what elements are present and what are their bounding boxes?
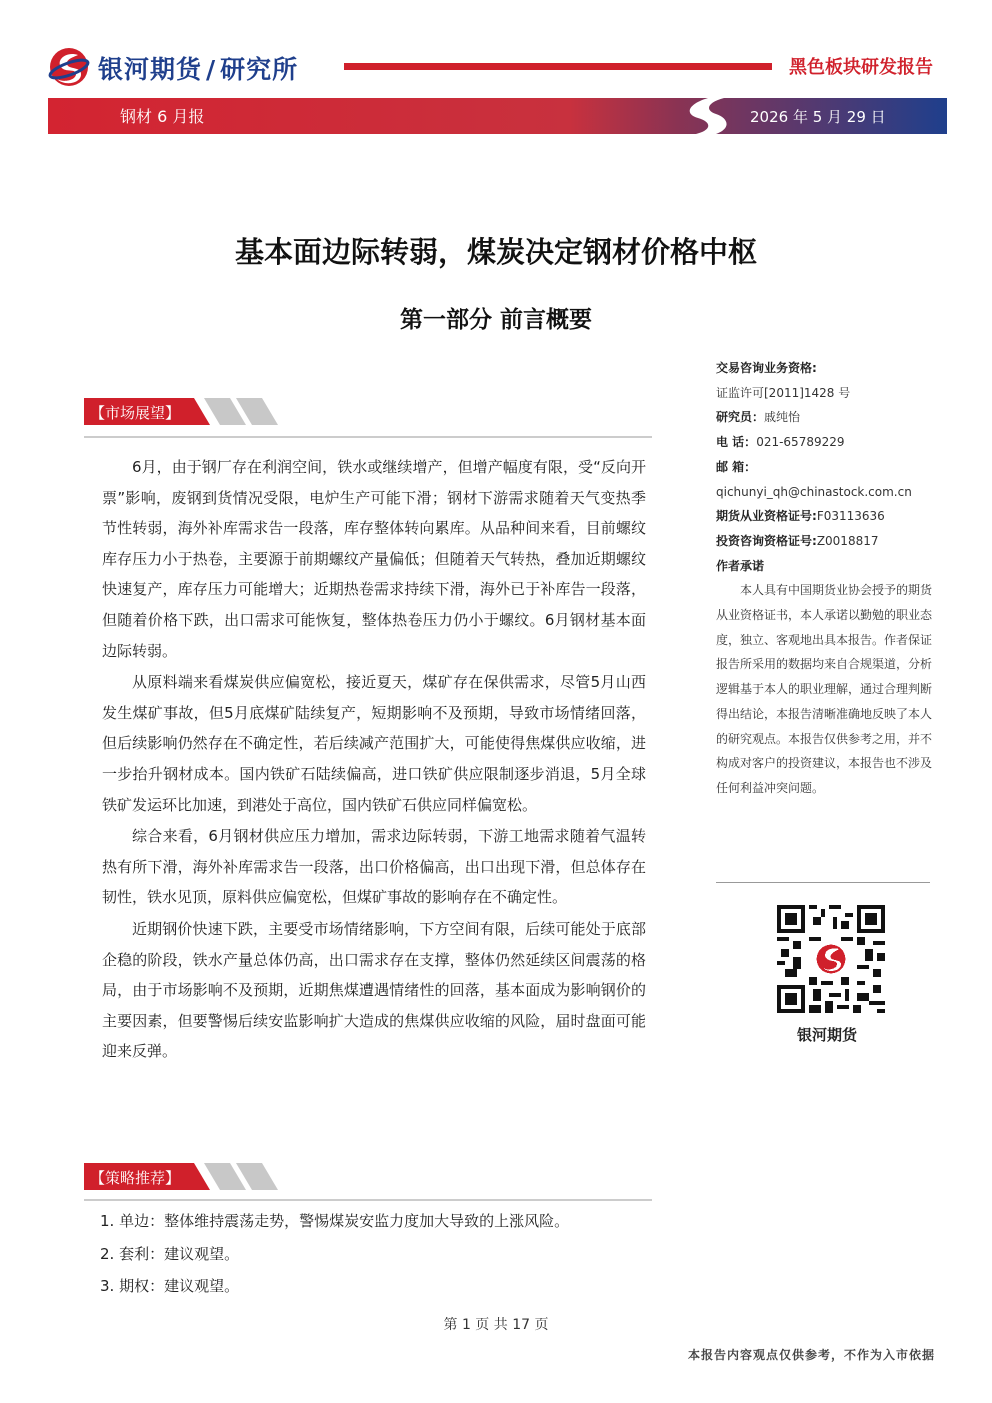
futures-cert-value: F03113636 bbox=[816, 509, 885, 524]
report-title: 基本面边际转弱，煤炭决定钢材价格中枢 bbox=[234, 235, 757, 269]
paragraph: 6月，由于钢厂存在利润空间，铁水或继续增产，但增产幅度有限，受“反向开票”影响，废钢到货情况受限，电炉生产可能下滑；钢材下游需求随着天气变热季节性转弱，海外补库需求告一段落，库存整体转向累库。从品种间来看，目前螺纹库存压力小于热卷，主要源于前期螺纹产量偏低；但随着天气转热，叠加近期螺纹快速复产，库存压力可能增大；近期热卷需求持续下滑，海外已于补库告一段落，但随着价格下跌，出口需求可能恢复，整体热卷压力仍小于螺纹。6月钢材基本面边际转弱。 bbox=[102, 458, 646, 660]
phone-value: 021-65789229 bbox=[756, 435, 845, 450]
paragraph: 综合来看，6月钢材供应压力增加，需求边际转弱，下游工地需求随着气温转热有所下滑，海外补库需求告一段落，出口价格偏高，出口出现下滑，但总体存在韧性，铁水见顶，原料供应偏宽松，但煤矿事故的影响存在不确定性。 bbox=[102, 827, 646, 907]
galaxy-futures-logo-icon bbox=[48, 46, 90, 88]
invest-cert-value: Z0018817 bbox=[816, 533, 879, 548]
market-outlook-rule bbox=[84, 436, 652, 438]
qualification-value: 证监许可[2011]1428 号 bbox=[716, 385, 851, 400]
qr-code-icon bbox=[777, 905, 885, 1013]
email-value[interactable]: qichunyi_qh@chinastock.com.cn bbox=[716, 484, 912, 499]
promise-text: 本人具有中国期货业协会授予的期货从业资格证书，本人承诺以勤勉的职业态度，独立、客观地出具本报告。作者保证报告所采用的数据均来自合规渠道，分析逻辑基于本人的职业理解，通过合理判断得出结论，本报告清晰准确地反映了本人的研究观点。本报告仅供参考之用，并不构成对客户的投资建议，本报告也不涉及任何利益冲突问题。 bbox=[716, 583, 933, 795]
strategy-rule bbox=[84, 1199, 652, 1201]
footer-disclaimer: 本报告内容观点仅供参考，不作为入市依据 bbox=[688, 1348, 936, 1362]
brand-company: 银河期货 bbox=[98, 55, 203, 84]
strategy-list bbox=[100, 1205, 660, 1303]
list-item: 2. 套利：建议观望。 bbox=[100, 1244, 240, 1263]
header-banner bbox=[48, 98, 947, 134]
market-outlook-body bbox=[102, 452, 646, 1068]
sidebar-divider bbox=[716, 882, 930, 883]
paragraph: 近期钢价快速下跌，主要受市场情绪影响，下方空间有限，后续可能处于底部企稳的阶段，铁水产量总体仍高，出口需求存在支撑，整体仍然延续区间震荡的格局，由于市场影响不及预期，近期焦煤遭遇情绪性的回落，基本面成为影响钢价的主要因素，但要警惕后续安监影响扩大造成的焦煤供应收缩的风险，届时盘面可能迎来反弹。 bbox=[102, 919, 646, 1061]
paragraph: 从原料端来看煤炭供应偏宽松，接近夏天，煤矿存在保供需求，尽管5月山西发生煤矿事故，但5月底煤矿陆续复产，短期影响不及预期，导致市场情绪回落，但后续影响仍然存在不确定性，若后续减产范围扩大，可能使得焦煤供应收缩，进一步抬升钢材成本。国内铁矿石陆续偏高，进口铁矿供应限制逐步消退，5月全球铁矿发运环比加速，到港处于高位，国内铁矿石供应同样偏宽松。 bbox=[102, 673, 646, 814]
list-item: 1. 单边：整体维持震荡走势，警惕煤炭安监力度加大导致的上涨风险。 bbox=[100, 1212, 570, 1230]
strategy-tag bbox=[84, 1163, 284, 1190]
author-sidebar bbox=[716, 356, 932, 801]
market-outlook-tag bbox=[84, 398, 284, 425]
futures-cert-label: 期货从业资格证号: bbox=[716, 509, 817, 524]
section-heading: 第一部分 前言概要 bbox=[399, 307, 592, 333]
qr-caption: 银河期货 bbox=[797, 1026, 858, 1044]
brand-department: 研究所 bbox=[220, 55, 299, 84]
header-red-rule bbox=[344, 63, 772, 70]
banner-report-name: 钢材 6 月报 bbox=[120, 107, 205, 126]
analyst-name: 戚纯怡 bbox=[764, 410, 801, 425]
strategy-label: 【策略推荐】 bbox=[90, 1169, 181, 1187]
list-item: 3. 期权：建议观望。 bbox=[100, 1277, 240, 1295]
market-outlook-label: 【市场展望】 bbox=[90, 404, 181, 422]
phone-label: 电 话： bbox=[716, 435, 757, 450]
banner-report-date: 2026 年 5 月 29 日 bbox=[750, 108, 886, 126]
email-label: 邮 箱： bbox=[716, 459, 757, 474]
report-type-label: 黑色板块研发报告 bbox=[789, 57, 933, 78]
brand-separator: / bbox=[206, 55, 217, 84]
promise-title: 作者承诺 bbox=[716, 558, 765, 573]
invest-cert-label: 投资咨询资格证号: bbox=[716, 533, 817, 548]
brand-name bbox=[98, 50, 298, 86]
page-number: 第 1 页 共 17 页 bbox=[443, 1317, 549, 1333]
qualification-title: 交易咨询业务资格: bbox=[716, 361, 817, 375]
analyst-label: 研究员： bbox=[716, 410, 765, 425]
